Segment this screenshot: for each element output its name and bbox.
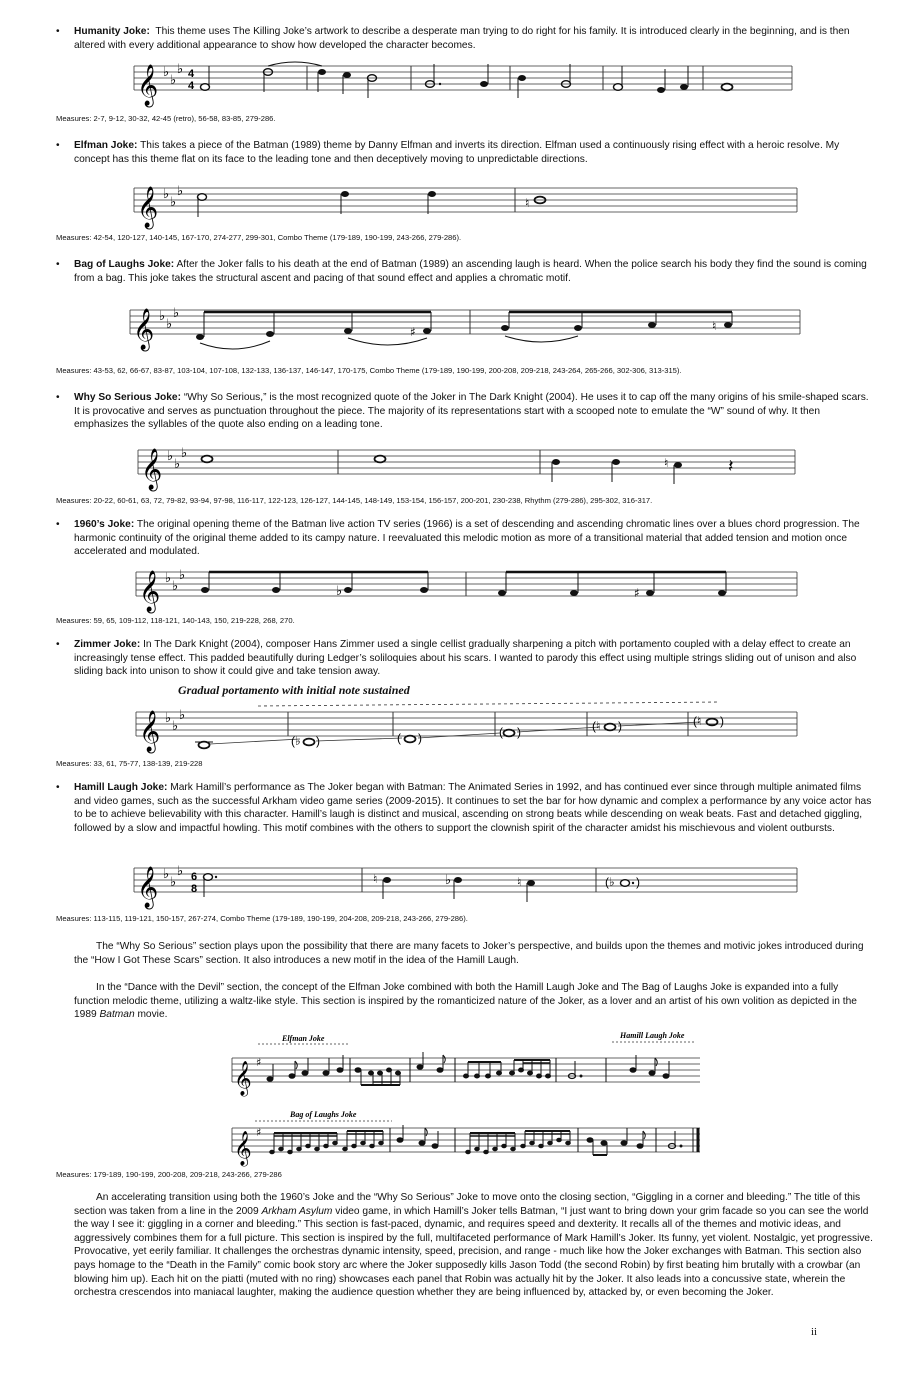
svg-text:4: 4 xyxy=(188,68,195,80)
theme-elfman xyxy=(56,139,874,166)
svg-text:♭: ♭ xyxy=(159,309,166,324)
svg-text:(♭: (♭ xyxy=(605,875,615,889)
svg-text:♯: ♯ xyxy=(256,1056,262,1069)
theme-text: “Why So Serious,” is the most recognized quote of the Joker in The Dark Knight (2004). He uses it to cap off the many origins of his smile-shaped scars. It is provocative and serves as punctuation throughout the piece. The majority of its representations start with a scooped note to emulate the “W” sound of why. It then emphasizes the syllables of the quote also ending on a leading tone. xyxy=(74,392,869,431)
measures-zimmer: Measures: 33, 61, 75-77, 138-139, 219-228 xyxy=(56,759,203,768)
svg-text:): ) xyxy=(618,719,622,733)
theme-why-so-serious xyxy=(56,391,874,432)
bullet-icon: • xyxy=(56,259,60,270)
svg-text:♭: ♭ xyxy=(172,719,179,734)
theme-title: Why So Serious Joke: xyxy=(74,392,181,403)
measures-elfman: Measures: 42-54, 120-127, 140-145, 167-170, 274-277, 299-301, Combo Theme (179-189, 190-199, 243-266, 279-286). xyxy=(56,233,462,242)
bullet-icon: • xyxy=(56,519,60,530)
theme-bag-of-laughs xyxy=(56,258,874,285)
svg-text:𝄽: 𝄽 xyxy=(728,456,734,477)
label-elfman-joke: Elfman Joke xyxy=(282,1034,325,1043)
bullet-icon: • xyxy=(56,140,60,151)
staff-humanity xyxy=(0,56,900,106)
svg-text:4: 4 xyxy=(188,80,195,92)
svg-text:♯: ♯ xyxy=(256,1126,262,1139)
svg-text:(: ( xyxy=(499,725,503,739)
measures-1960s: Measures: 59, 65, 109-112, 118-121, 140-143, 150, 219-228, 268, 270. xyxy=(56,616,295,625)
paragraph-why-so-serious: The “Why So Serious” section plays upon the possibility that there are many facets to Joker’s perspective, and builds upon the themes and motivic jokes introduced during the “How I Got These Scars” section. It also introduces a new motif in the idea of the Hamill Laugh. xyxy=(74,941,864,966)
svg-text:(♮: (♮ xyxy=(693,714,702,728)
theme-text: After the Joker falls to his death at the end of Batman (1989) an ascending laugh is heard. When the police search his body they find the sound is coming from a bag. This joke takes the structural ascent and pacing of that sound effect and applies a chromatic motif. xyxy=(74,259,867,284)
svg-text:♭: ♭ xyxy=(170,73,177,88)
svg-text:♭: ♭ xyxy=(179,568,186,583)
combo-theme-score xyxy=(0,1028,900,1168)
svg-text:(: ( xyxy=(397,731,401,745)
svg-text:𝄞: 𝄞 xyxy=(137,187,159,228)
measures-humanity: Measures: 2-7, 9-12, 30-32, 42-45 (retro), 56-58, 83-85, 279-286. xyxy=(56,114,276,123)
svg-text:♭: ♭ xyxy=(173,306,180,321)
svg-text:♭: ♭ xyxy=(179,708,186,723)
svg-text:♭: ♭ xyxy=(170,195,177,210)
staff-why-so-serious xyxy=(0,444,900,494)
staff-elfman xyxy=(0,176,900,226)
theme-title: Hamill Laugh Joke: xyxy=(74,782,168,793)
theme-text: Mark Hamill’s performance as The Joker began with Batman: The Animated Series in 1992, and has continued ever since through multiple animated films and video games, such as the successful Arkham video game series (2009-2015). It continues to set the bar for how dynamic and complex a performance by any voice actor has to be to achieve believability with this character. Hamill’s laugh is distinct and musical, ascending on strong beats while descending on weak beats. Fast and detached giggling, followed by a slow and impactful howling. This motif combines with the others to support the clownish spirit of the character amidst his mischievous and violent outbursts. xyxy=(74,782,872,834)
svg-text:♭: ♭ xyxy=(163,65,170,80)
bullet-icon: • xyxy=(56,782,60,793)
svg-text:): ) xyxy=(720,714,724,728)
svg-text:𝄞: 𝄞 xyxy=(137,65,159,106)
svg-text:♭: ♭ xyxy=(165,711,172,726)
svg-text:(♮: (♮ xyxy=(592,719,601,733)
svg-text:♭: ♭ xyxy=(166,317,173,332)
theme-title: 1960’s Joke: xyxy=(74,519,135,530)
staff-zimmer xyxy=(0,696,900,756)
svg-text:♭: ♭ xyxy=(174,457,181,472)
staff-bag-of-laughs xyxy=(0,298,900,358)
measures-why-so-serious: Measures: 20-22, 60-61, 63, 72, 79-82, 93-94, 97-98, 116-117, 122-123, 126-127, 144-145, 148-149, 153-154, 156-157, 200-201, 230-238, Rhythm (279-286), 295-302, 316-317. xyxy=(56,496,653,505)
measures-hamill-laugh: Measures: 113-115, 119-121, 150-157, 267-274, Combo Theme (179-189, 190-199, 204-208, 209-218, 243-266, 279-286). xyxy=(56,914,468,923)
svg-text:6: 6 xyxy=(191,871,198,883)
theme-title: Bag of Laughs Joke: xyxy=(74,259,175,270)
svg-text:♭: ♭ xyxy=(445,873,452,888)
measures-combo-theme: Measures: 179-189, 190-199, 200-208, 209-218, 243-266, 279-286 xyxy=(56,1170,282,1179)
staff-hamill-laugh xyxy=(0,858,900,908)
svg-text:8: 8 xyxy=(191,883,198,895)
theme-text: This takes a piece of the Batman (1989) theme by Danny Elfman and inverts its direction. Elfman used a continuously rising effect with a heroic resolve. My concept has this theme flat on its face to the leading tone and then deceptively moving to unpredictable directions. xyxy=(74,140,840,165)
portamento-annotation: Gradual portamento with initial note sustained xyxy=(178,683,410,697)
page-number: ii xyxy=(811,1326,818,1338)
svg-text:): ) xyxy=(636,875,640,889)
svg-text:♭: ♭ xyxy=(163,187,170,202)
svg-text:𝄞: 𝄞 xyxy=(139,571,161,612)
svg-text:♭: ♭ xyxy=(172,579,179,594)
theme-text: The original opening theme of the Batman live action TV series (1966) is a set of descending and ascending chromatic lines over a blues chord progression. The harmonic continuity of the original theme added to its campy nature. I reevaluated this melodic motion as more of a transitional material that added tension and motion once accelerated and modulated. xyxy=(74,519,860,558)
svg-text:𝄞: 𝄞 xyxy=(234,1131,252,1166)
svg-text:(♭: (♭ xyxy=(291,734,301,748)
svg-text:♮: ♮ xyxy=(664,456,669,470)
svg-text:𝄞: 𝄞 xyxy=(141,449,163,490)
svg-text:♭: ♭ xyxy=(177,184,184,199)
svg-text:♯: ♯ xyxy=(410,325,416,339)
svg-text:♮: ♮ xyxy=(517,875,522,889)
theme-text: This theme uses The Killing Joke’s artwork to describe a desperate man trying to do right for his family. It is introduced clearly in the beginning, and is then altered with every additional appearance to show how developed the character becomes. xyxy=(74,26,850,51)
paragraph-giggling-in-a-corner: An accelerating transition using both the 1960’s Joke and the “Why So Serious” Joke to move onto the closing section, “Giggling in a corner and bleeding.” The title of this section was taken from a line in the 2009 Arkham Asylum video game, in which Hamill’s Joker tells Batman, “I just want to bring down your grim facade so you can see the world the way I see it: giggling in a corner and bleeding.” This section is fast-paced, dynamic, and requires speed and dexterity. It recalls all of the themes and motivic ideas, and aggressively combines them for a full picture. This section is inspired by the full, multifaceted performance of Mark Hamill’s Joker. Its funny, yet violent. Nostalgic, yet progressive. Provocative, yet eerily familiar. It challenges the orchestras dynamic intensity, speed, precision, and range - much like how the Joker exchanges with Batman. This section also pays homage to the “Death in the Family” comic book story arc where the Joker supposedly kills Jason Todd (the second Robin) by first beating him brutally with a crowbar (an blowing him up). Each hit on the piatti (muted with no ring) showcases each panel that Robin was actually hit by the Joker. It also leads into a concussive state, wherein the orchestra crescendos into maniacal laughter, making the audience question whether they are being influenced by, attacked by, or even becoming the Joker. xyxy=(74,1192,873,1299)
svg-text:♭: ♭ xyxy=(170,875,177,890)
svg-text:♭: ♭ xyxy=(165,571,172,586)
theme-1960s xyxy=(56,518,874,559)
theme-title: Humanity Joke: xyxy=(74,26,150,37)
theme-text: In The Dark Knight (2004), composer Hans Zimmer used a single cellist gradually sharpening a pitch with portamento coupled with a delay effect to create an increasingly tense effect. This padded beautifully during Ledger’s soliloquies about his scars. I wanted to parody this effect using multiple strings sliding out of unison and also sliding back into unison to show it could give and take tension away. xyxy=(74,639,857,678)
svg-text:♮: ♮ xyxy=(712,319,717,333)
label-hamill-laugh-joke: Hamill Laugh Joke xyxy=(620,1031,685,1040)
bullet-icon: • xyxy=(56,26,60,37)
svg-text:♭: ♭ xyxy=(167,449,174,464)
svg-text:♭: ♭ xyxy=(177,864,184,879)
svg-text:𝄞: 𝄞 xyxy=(139,711,161,752)
bullet-icon: • xyxy=(56,392,60,403)
theme-hamill-laugh xyxy=(56,781,874,835)
staff-1960s xyxy=(0,564,900,614)
svg-text:): ) xyxy=(316,734,320,748)
svg-text:♭: ♭ xyxy=(163,867,170,882)
bullet-icon: • xyxy=(56,639,60,650)
svg-text:♮: ♮ xyxy=(525,196,530,210)
theme-title: Zimmer Joke: xyxy=(74,639,141,650)
svg-text:♯: ♯ xyxy=(634,586,640,600)
svg-text:𝄞: 𝄞 xyxy=(234,1061,252,1096)
svg-text:𝄞: 𝄞 xyxy=(133,309,155,350)
svg-text:𝄞: 𝄞 xyxy=(137,867,159,908)
paragraph-dance-with-the-devil: In the “Dance with the Devil” section, the concept of the Elfman Joke combined with both the Hamill Laugh Joke and The Bag of Laughs Joke is expanded into a fully function melodic theme, utilizing a waltz-like style. This section is inspired by the romanticized nature of the Joker, as a lover and an artist of his own volition as depicted in the 1989 Batman movie. xyxy=(74,982,857,1021)
label-bag-of-laughs-joke: Bag of Laughs Joke xyxy=(290,1110,357,1119)
svg-text:♭: ♭ xyxy=(177,62,184,77)
svg-text:♭: ♭ xyxy=(336,584,343,599)
theme-humanity xyxy=(56,25,874,52)
svg-text:♮: ♮ xyxy=(373,872,378,886)
theme-title: Elfman Joke: xyxy=(74,140,138,151)
svg-text:♭: ♭ xyxy=(181,446,188,461)
measures-bag-of-laughs: Measures: 43-53, 62, 66-67, 83-87, 103-104, 107-108, 132-133, 136-137, 146-147, 170-175, Combo Theme (179-189, 190-199, 200-208, 209-218, 243-264, 265-266, 302-306, 313-315). xyxy=(56,366,682,375)
theme-zimmer xyxy=(56,638,874,679)
